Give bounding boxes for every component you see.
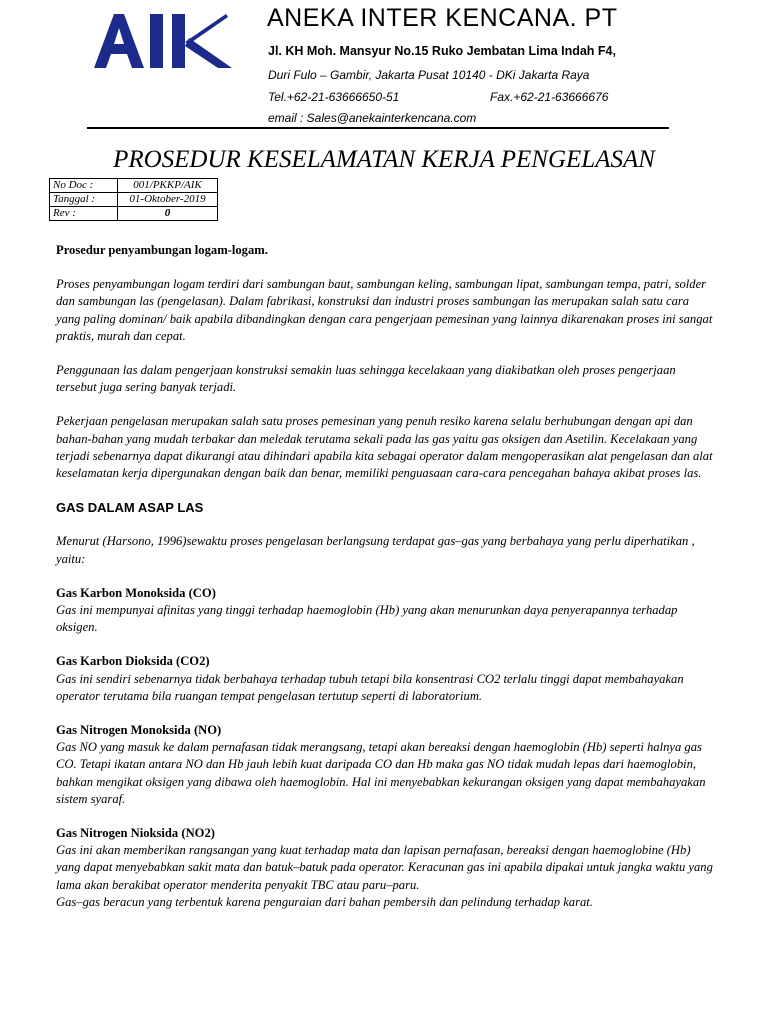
email-address: email : Sales@anekainterkencana.com (268, 111, 477, 125)
gas-heading: Gas Karbon Monoksida (CO) (56, 585, 216, 600)
paragraph: Pekerjaan pengelasan merupakan salah satu proses pemesinan yang penuh resiko karena selalu berhubungan dengan api dan bahan-bahan yang mudah terbakar dan meledak terutama sekali pada las gas yaitu gas oksigen dan Asetilin. Kecelakaan yang terjadi sebenarnya dapat dikurangi atau dihindari apabila kita sebagai operator dalam mengoperasikan alat pengelasan dan alat keselamatan kerja dipergunakan dengan baik dan benar, memiliki penguasaan cara-cara pencegahan bahaya akibat proses las. (56, 414, 713, 481)
meta-label: Rev : (50, 207, 118, 221)
section-title: GAS DALAM ASAP LAS (56, 500, 204, 516)
fax-number: Fax.+62-21-63666676 (490, 90, 609, 104)
gas-description: Gas NO yang masuk ke dalam pernafasan tidak merangsang, tetapi akan bereaksi dengan haemoglobin (Hb) seperti halnya gas CO. Tetapi ikatan antara NO dan Hb jauh lebih kuat daripada CO dan Hb maka gas NO tidak mudah lepas dari haemoglobin, bahkan mengikat oksigen yang dibawa oleh haemoglobin. Hal ini menyebabkan kekurangan oksigen yang dapat membahayakan sistem syaraf. (56, 740, 706, 806)
body-heading: Prosedur penyambungan logam-logam. (56, 243, 268, 257)
address-line-2: Duri Fulo – Gambir, Jakarta Pusat 10140 - DKi Jakarta Raya (268, 68, 590, 82)
meta-value: 0 (118, 207, 218, 221)
gas-heading: Gas Nitrogen Nioksida (NO2) (56, 826, 215, 841)
meta-value: 001/PKKP/AIK (118, 179, 218, 193)
gas-heading: Gas Karbon Dioksida (CO2) (56, 654, 210, 669)
tel-number: Tel.+62-21-63666650-51 (268, 90, 400, 104)
header-divider (87, 127, 669, 129)
meta-row-date (50, 193, 218, 207)
gas-description: Gas ini akan memberikan rangsangan yang kuat terhadap mata dan lapisan pernafasan, bereaksi dengan haemoglobine (Hb) yang dapat menyebabkan sakit mata dan batuk–batuk pada operator. Keracunan gas ini apabila dipakai untuk jangka waktu yang lama akan berakibat operator menderita penyakit TBC atau paru–paru. (56, 843, 713, 892)
meta-label: No Doc : (50, 179, 118, 193)
gas-description: Gas ini mempunyai afinitas yang tinggi terhadap haemoglobin (Hb) yang akan menurunkan daya penyerapannya terhadap oksigen. (56, 603, 678, 635)
company-logo (92, 12, 240, 70)
meta-row-rev (50, 207, 218, 221)
meta-label: Tanggal : (50, 193, 118, 207)
section-intro: Menurut (Harsono, 1996)sewaktu proses pengelasan berlangsung terdapat gas–gas yang berbahaya yang perlu diperhatikan , yaitu: (56, 534, 695, 566)
meta-row-doc (50, 179, 218, 193)
document-title: PROSEDUR KESELAMATAN KERJA PENGELASAN (113, 146, 655, 173)
gas-note: Gas–gas beracun yang terbentuk karena penguraian dari bahan pembersih dan pelindung terhadap karat. (56, 894, 593, 909)
paragraph: Penggunaan las dalam pengerjaan konstruksi semakin luas sehingga kecelakaan yang diakibatkan oleh proses pengerjaan tersebut juga sering banyak terjadi. (56, 363, 676, 395)
gas-description: Gas ini sendiri sebenarnya tidak berbahaya terhadap tubuh tetapi bila konsentrasi CO2 terlalu tinggi dapat membahayakan operator terutama bila ruangan tempat pengelasan tertutup seperti di laboratorium. (56, 671, 684, 703)
company-name: ANEKA INTER KENCANA. PT (267, 4, 618, 32)
gas-heading: Gas Nitrogen Monoksida (NO) (56, 723, 222, 738)
paragraph: Proses penyambungan logam terdiri dari sambungan baut, sambungan keling, sambungan lipat, sambungan tempa, patri, solder dan sambungan las (pengelasan). Dalam fabrikasi, konstruksi dan industri proses sambungan las merupakan salah satu cara yang paling dominan/ baik apabila dibandingkan dengan cara pengerjaan pemesinan yang lainnya dikarenakan proses ini sangat praktis, murah dan cepat. (56, 277, 713, 343)
document-body (56, 242, 716, 911)
meta-value: 01-Oktober-2019 (118, 193, 218, 207)
address-line-1: Jl. KH Moh. Mansyur No.15 Ruko Jembatan Lima Indah F4, (268, 44, 616, 58)
contact-phone-line (268, 90, 609, 104)
document-meta-table (49, 178, 218, 221)
